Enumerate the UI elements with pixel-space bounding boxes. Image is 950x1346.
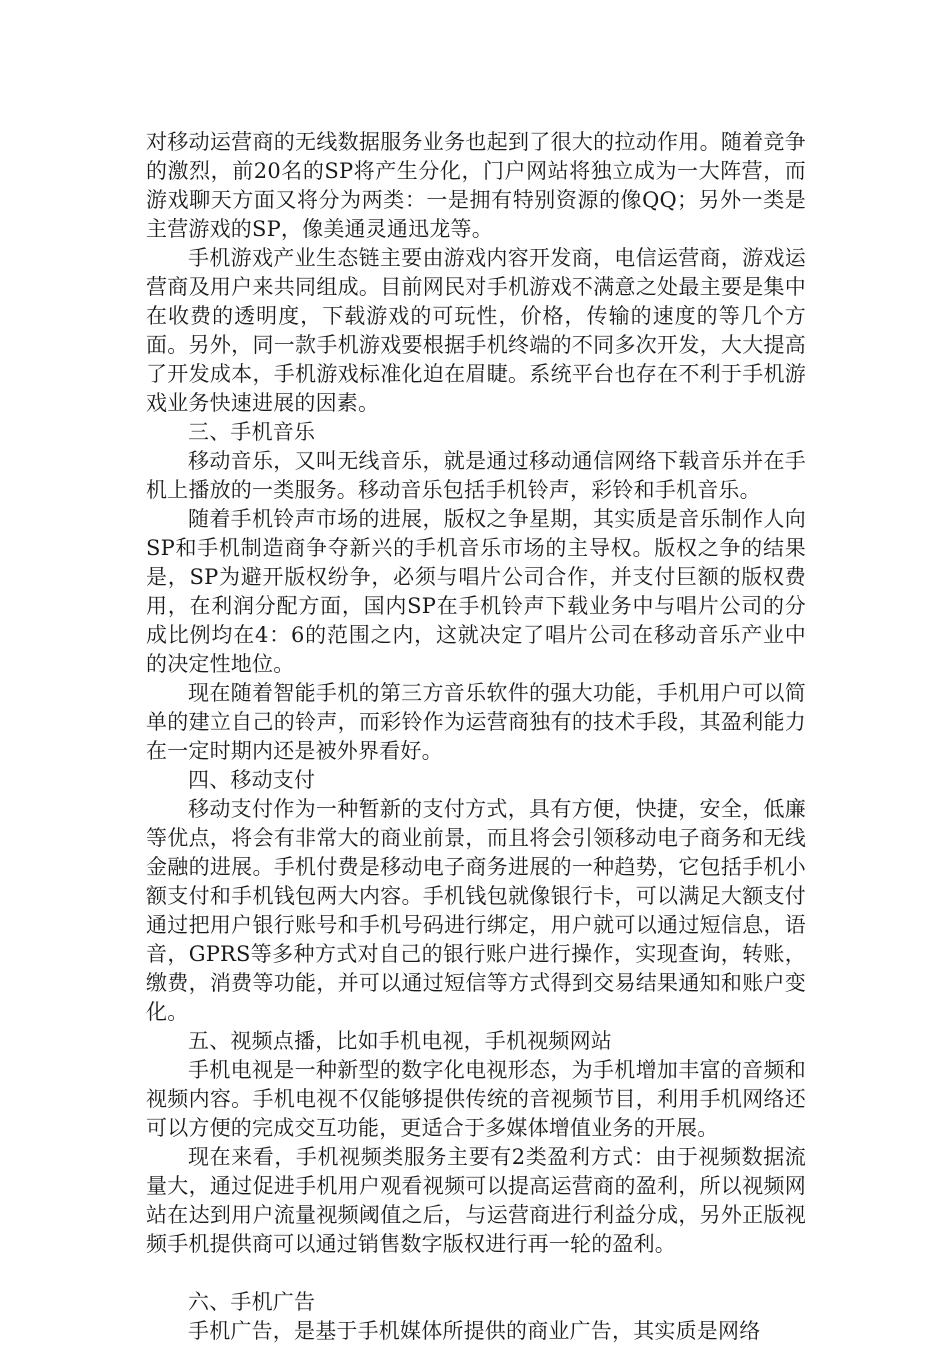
document-body	[146, 128, 806, 1346]
section-heading: 四、移动支付	[188, 768, 316, 792]
paragraph-text: 现在随着智能手机的第三方音乐软件的强大功能，手机用户可以简单的建立自己的铃声，而彩铃作为运营商独有的技术手段，其盈利能力在一定时期内还是被外界看好。	[146, 681, 806, 763]
paragraph-text: 移动支付作为一种暂新的支付方式，具有方便，快捷，安全，低廉等优点，将会有非常大的商业前景，而且将会引领移动电子商务和无线金融的进展。手机付费是移动电子商务进展的一种趋势，它包括手机小额支付和手机钱包两大内容。手机钱包就像银行卡，可以满足大额支付通过把用户银行账号和手机号码进行绑定，用户就可以通过短信息，语音，GPRS等多种方式对自己的银行账户进行操作，实现查询，转账，缴费，消费等功能，并可以通过短信等方式得到交易结果通知和账户变化。	[146, 797, 806, 1024]
paragraph-text: 手机游戏产业生态链主要由游戏内容开发商，电信运营商，游戏运营商及用户来共同组成。目前网民对手机游戏不满意之处最主要是集中在收费的透明度，下载游戏的可玩性，价格，传输的速度的等几个方面。另外，同一款手机游戏要根据手机终端的不同多次开发，大大提高了开发成本，手机游戏标准化迫在眉睫。系统平台也存在不利于手机游戏业务快速进展的因素。	[146, 246, 806, 415]
paragraph-text: 对移动运营商的无线数据服务业务也起到了很大的拉动作用。随着竞争的激烈，前20名的SP将产生分化，门户网站将独立成为一大阵营，而游戏聊天方面又将分为两类：一是拥有特别资源的像QQ；另外一类是主营游戏的SP，像美通灵通迅龙等。	[146, 130, 806, 241]
paragraph-text: 手机电视是一种新型的数字化电视形态，为手机增加丰富的音频和视频内容。手机电视不仅能够提供传统的音视频节目，利用手机网络还可以方便的完成交互功能，更适合于多媒体增值业务的开展。	[146, 1058, 806, 1140]
section-heading: 五、视频点播，比如手机电视，手机视频网站	[188, 1029, 612, 1053]
paragraph-text: 手机广告，是基于手机媒体所提供的商业广告，其实质是网络	[188, 1319, 761, 1343]
paragraph-text: 随着手机铃声市场的进展，版权之争星期，其实质是音乐制作人向SP和手机制造商争夺新兴的手机音乐市场的主导权。版权之争的结果是，SP为避开版权纷争，必须与唱片公司合作，并支付巨额的版权费用，在利润分配方面，国内SP在手机铃声下载业务中与唱片公司的分成比例均在4：6的范围之内，这就决定了唱片公司在移动音乐产业中的决定性地位。	[146, 507, 806, 676]
section-heading: 六、手机广告	[188, 1290, 316, 1314]
section-heading: 三、手机音乐	[188, 420, 316, 444]
paragraph-text: 现在来看，手机视频类服务主要有2类盈利方式：由于视频数据流量大，通过促进手机用户观看视频可以提高运营商的盈利，所以视频网站在达到用户流量视频阈值之后，与运营商进行利益分成，另外正版视频手机提供商可以通过销售数字版权进行再一轮的盈利。	[146, 1145, 806, 1256]
paragraph-text: 移动音乐，又叫无线音乐，就是通过移动通信网络下载音乐并在手机上播放的一类服务。移动音乐包括手机铃声，彩铃和手机音乐。	[146, 449, 806, 502]
